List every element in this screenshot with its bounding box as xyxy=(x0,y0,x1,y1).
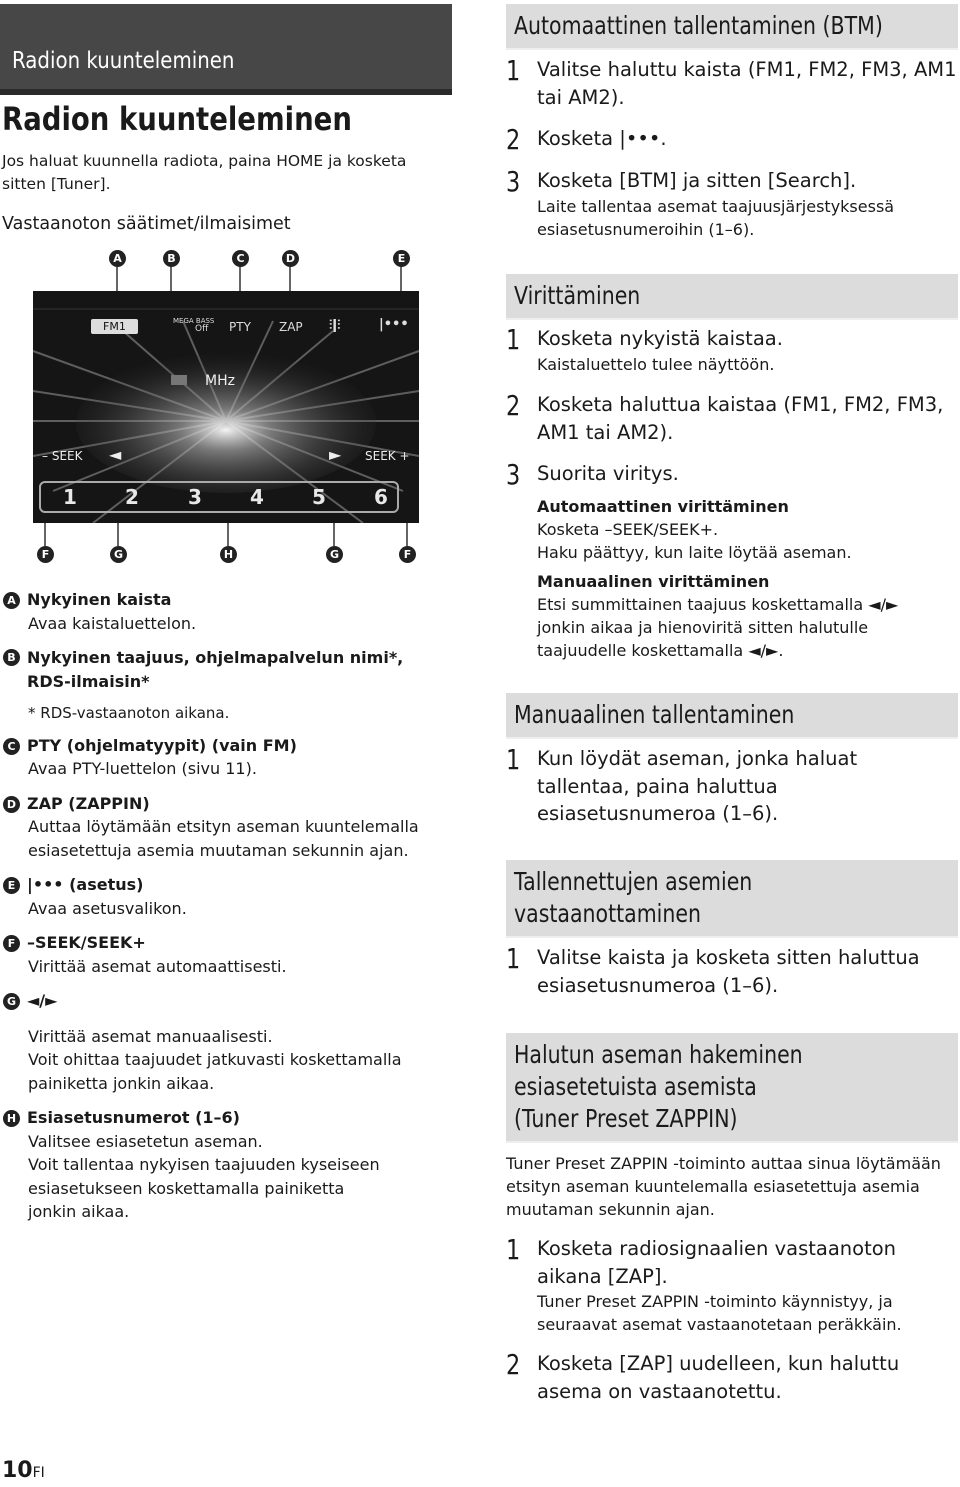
controls-subheading: Vastaanoton säätimet/ilmaisimet xyxy=(2,214,291,234)
zappin-step-2: 2 Kosketa [ZAP] uudelleen, kun haluttu asema on vastaanotettu. xyxy=(506,1348,900,1403)
item-g xyxy=(3,989,452,1095)
item-h-title: Esiasetusnumerot (1–6) xyxy=(27,1108,240,1127)
mega-bass-label[interactable]: MEGA BASS xyxy=(173,317,215,325)
callout-e-icon: E xyxy=(393,250,410,267)
page-number: 10FI xyxy=(2,1458,45,1483)
zappin-intro: Tuner Preset ZAPPIN -toiminto auttaa sinua löytämään etsityn aseman kuuntelemalla esiasetettuja asemia muutaman sekunnin ajan. xyxy=(506,1154,941,1219)
mega-bass-state: Off xyxy=(195,324,209,334)
equalizer-icon[interactable]: ⫶ǀ⫶ xyxy=(329,318,341,333)
tuning-step-3: 3 Suorita viritys. Automaattinen virittäminen Kosketa –SEEK/SEEK+. Haku päättyy, kun laite löytää aseman. Manuaalinen virittäminen Etsi summittainen taajuus koskettamalla ◄/► jonkin aikaa ja hienoviritä sitten halutulle taajuudelle koskettamalla ◄/►. xyxy=(506,460,958,662)
item-g-desc: Virittää asemat manuaalisesti. xyxy=(28,1026,273,1046)
letter-c-icon: C xyxy=(3,738,20,755)
settings-symbol-icon: |••• xyxy=(27,875,64,894)
preset-button-5[interactable]: 5 xyxy=(312,485,326,509)
item-c xyxy=(3,734,452,781)
tuning-step-2: 2 Kosketa haluttua kaistaa (FM1, FM2, FM3, AM1 tai AM2). xyxy=(506,389,944,444)
zap-button[interactable]: ZAP xyxy=(279,320,303,334)
item-c-title: PTY (ohjelmatyypit) (vain FM) xyxy=(27,735,297,755)
intro-text: Jos haluat kuunnella radiota, paina HOME ja kosketa sitten [Tuner]. xyxy=(2,152,407,193)
manual-tuning-desc: Etsi summittainen taajuus koskettamalla ◄/► jonkin aikaa ja hienoviritä sitten halutulle taajuudelle koskettamalla ◄/►. xyxy=(537,594,899,660)
preset-bar xyxy=(39,481,399,513)
item-h-desc: Valitsee esiasetetun aseman. xyxy=(28,1131,263,1151)
item-h xyxy=(3,1106,452,1224)
callout-f-icon: F xyxy=(37,546,54,563)
receive-heading: Tallennettujen asemien vastaanottaminen xyxy=(506,860,958,938)
letter-h-icon: H xyxy=(3,1110,20,1127)
settings-dots-icon[interactable]: |••• xyxy=(379,317,409,332)
zappin-heading: Halutun aseman hakeminen esiasetetuista asemista (Tuner Preset ZAPPIN) xyxy=(506,1033,958,1143)
seek-plus-button[interactable]: SEEK + xyxy=(365,449,410,463)
item-a xyxy=(3,588,452,635)
letter-f-icon: F xyxy=(3,935,20,952)
callout-g2-icon: G xyxy=(326,546,343,563)
letter-g-icon: G xyxy=(3,993,20,1010)
item-f-title: –SEEK/SEEK+ xyxy=(27,933,146,952)
tune-down-button[interactable]: ◄ xyxy=(109,445,122,464)
item-a-desc: Avaa kaistaluettelon. xyxy=(28,613,197,633)
callout-f2-icon: F xyxy=(399,546,416,563)
item-e-desc: Avaa asetusvalikon. xyxy=(28,898,187,918)
callout-b-icon: B xyxy=(163,250,180,267)
preset-button-4[interactable]: 4 xyxy=(250,485,264,509)
preset-button-3[interactable]: 3 xyxy=(188,485,202,509)
item-e xyxy=(3,873,452,920)
item-d-title: ZAP (ZAPPIN) xyxy=(27,793,150,813)
item-b-title: Nykyinen taajuus, ohjelmapalvelun nimi*, RDS-ilmaisin* xyxy=(27,648,404,691)
frequency-value xyxy=(171,375,187,385)
item-d xyxy=(3,792,452,863)
item-g-desc2: Voit ohittaa taajuudet jatkuvasti koskettamalla painiketta jonkin aikaa. xyxy=(28,1050,402,1093)
preset-button-6[interactable]: 6 xyxy=(374,485,388,509)
tuning-step-1: 1 Kosketa nykyistä kaistaa. Kaistaluettelo tulee näyttöön. xyxy=(506,323,783,374)
auto-tuning-title: Automaattinen virittäminen xyxy=(537,496,789,516)
radio-screen xyxy=(33,291,419,523)
receive-step-1: 1 Valitse kaista ja kosketa sitten haluttua esiasetusnumeroa (1–6). xyxy=(506,942,920,997)
item-f xyxy=(3,931,452,978)
item-d-desc: Auttaa löytämään etsityn aseman kuuntelemalla esiasetettuja asemia muutaman sekunnin ajan. xyxy=(28,817,419,860)
item-b-note: * RDS-vastaanoton aikana. xyxy=(28,704,230,722)
tune-up-button[interactable]: ► xyxy=(329,445,342,464)
item-e-title: (asetus) xyxy=(69,875,144,894)
callout-h-icon: H xyxy=(220,546,237,563)
callout-g-icon: G xyxy=(110,546,127,563)
item-a-title: Nykyinen kaista xyxy=(27,590,172,609)
auto-tuning-desc2: Haku päättyy, kun laite löytää aseman. xyxy=(537,542,852,562)
item-c-desc: Avaa PTY-luettelon (sivu 11). xyxy=(28,759,257,778)
control-descriptions xyxy=(3,588,452,1224)
seek-minus-button[interactable]: – SEEK xyxy=(42,449,83,463)
letter-e-icon: E xyxy=(3,877,20,894)
item-b xyxy=(3,646,452,726)
band-button[interactable]: FM1 xyxy=(91,319,138,334)
frequency-unit: MHz xyxy=(205,373,235,389)
item-h-desc2: Voit tallentaa nykyisen taajuuden kyseiseen esiasetukseen koskettamalla painiketta jonkin aikaa. xyxy=(28,1155,380,1221)
auto-tuning-desc1: Kosketa –SEEK/SEEK+. xyxy=(537,519,719,539)
page-title: Radion kuunteleminen xyxy=(2,100,352,138)
btm-step-3: 3 Kosketa [BTM] ja sitten [Search]. Laite tallentaa asemat taajuusjärjestyksessä esiasetusnumeroihin (1–6). xyxy=(506,165,895,239)
letter-d-icon: D xyxy=(3,796,20,813)
btm-step-1: 1 Valitse haluttu kaista (FM1, FM2, FM3, AM1 tai AM2). xyxy=(506,54,957,109)
preset-button-2[interactable]: 2 xyxy=(125,485,139,509)
preset-button-1[interactable]: 1 xyxy=(63,485,77,509)
btm-heading: Automaattinen tallentaminen (BTM) xyxy=(506,4,958,50)
manual-tuning-title: Manuaalinen virittäminen xyxy=(537,571,770,591)
btm-step-2: 2 Kosketa |•••. xyxy=(506,123,667,156)
letter-a-icon: A xyxy=(3,592,20,609)
tuning-heading: Virittäminen xyxy=(506,274,958,320)
callout-a-icon: A xyxy=(109,250,126,267)
callout-c-icon: C xyxy=(232,250,249,267)
section-header-title: Radion kuunteleminen xyxy=(12,48,235,74)
manual-store-step-1: 1 Kun löydät aseman, jonka haluat tallentaa, paina haluttua esiasetusnumeroa (1–6). xyxy=(506,743,858,825)
manual-store-heading: Manuaalinen tallentaminen xyxy=(506,693,958,739)
item-f-desc: Virittää asemat automaattisesti. xyxy=(28,956,287,976)
zappin-step-1: 1 Kosketa radiosignaalien vastaanoton aikana [ZAP]. Tuner Preset ZAPPIN -toiminto käynnistyy, ja seuraavat asemat vastaanotetaan peräkkäin. xyxy=(506,1233,902,1334)
letter-b-icon: B xyxy=(3,649,20,666)
callout-d-icon: D xyxy=(282,250,299,267)
item-g-title: ◄/► xyxy=(27,991,58,1010)
pty-button[interactable]: PTY xyxy=(229,320,251,334)
